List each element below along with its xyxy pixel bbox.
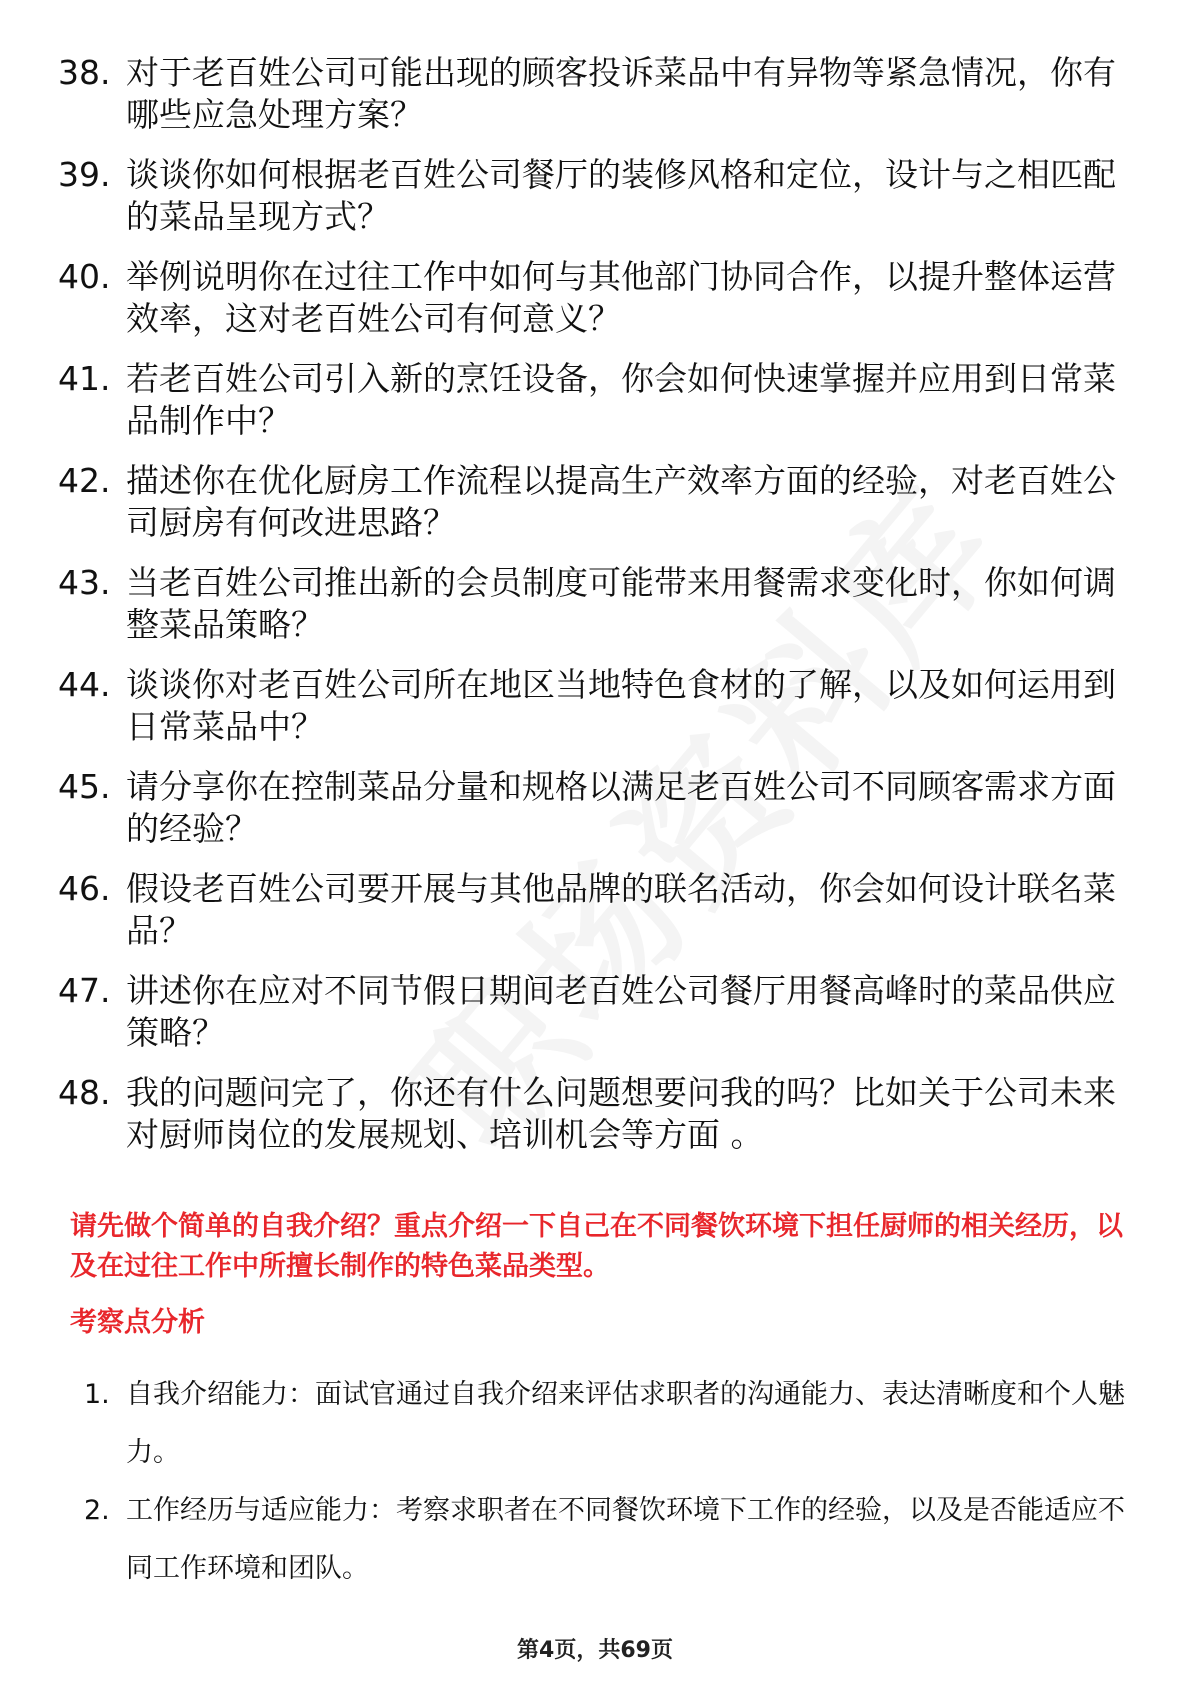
highlight-question: 请先做个简单的自我介绍？重点介绍一下自己在不同餐饮环境下担任厨师的相关经历，以及在过往工作中所擅长制作的特色菜品类型。 [70, 1211, 1123, 1282]
analysis-list [84, 1366, 1134, 1598]
question-number: 42. [58, 461, 111, 500]
question-number: 47. [58, 971, 111, 1010]
question-number: 43. [58, 563, 111, 602]
question-number: 45. [58, 767, 111, 806]
list-item [58, 562, 1118, 646]
question-text: 对于老百姓公司可能出现的顾客投诉菜品中有异物等紧急情况，你有哪些应急处理方案？ [126, 53, 1116, 134]
question-number: 48. [58, 1073, 111, 1112]
question-list [58, 52, 1118, 1174]
analysis-text: 自我介绍能力：面试官通过自我介绍来评估求职者的沟通能力、表达清晰度和个人魅力。 [126, 1379, 1125, 1468]
section-title: 考察点分析 [70, 1307, 205, 1338]
question-text: 假设老百姓公司要开展与其他品牌的联名活动，你会如何设计联名菜品？ [126, 869, 1116, 950]
question-text: 当老百姓公司推出新的会员制度可能带来用餐需求变化时，你如何调整菜品策略？ [126, 563, 1116, 644]
question-text: 请分享你在控制菜品分量和规格以满足老百姓公司不同顾客需求方面的经验？ [126, 767, 1116, 848]
list-item [58, 358, 1118, 442]
question-number: 44. [58, 665, 111, 704]
question-text: 举例说明你在过往工作中如何与其他部门协同合作，以提升整体运营效率，这对老百姓公司有何意义？ [126, 257, 1116, 338]
list-item [58, 664, 1118, 748]
question-number: 38. [58, 53, 111, 92]
list-item [84, 1366, 1134, 1482]
question-text: 谈谈你对老百姓公司所在地区当地特色食材的了解，以及如何运用到日常菜品中？ [126, 665, 1116, 746]
list-item [58, 256, 1118, 340]
analysis-number: 2. [84, 1495, 110, 1526]
question-text: 我的问题问完了，你还有什么问题想要问我的吗？比如关于公司未来对厨师岗位的发展规划、培训机会等方面 。 [126, 1073, 1116, 1154]
question-text: 若老百姓公司引入新的烹饪设备，你会如何快速掌握并应用到日常菜品制作中？ [126, 359, 1116, 440]
question-number: 46. [58, 869, 111, 908]
question-text: 描述你在优化厨房工作流程以提高生产效率方面的经验，对老百姓公司厨房有何改进思路？ [126, 461, 1116, 542]
question-number: 39. [58, 155, 111, 194]
analysis-text: 工作经历与适应能力：考察求职者在不同餐饮环境下工作的经验，以及是否能适应不同工作环境和团队。 [126, 1495, 1125, 1584]
list-item [58, 460, 1118, 544]
list-item [58, 766, 1118, 850]
question-number: 41. [58, 359, 111, 398]
question-text: 谈谈你如何根据老百姓公司餐厅的装修风格和定位，设计与之相匹配的菜品呈现方式？ [126, 155, 1116, 236]
list-item [58, 868, 1118, 952]
list-item [58, 1072, 1118, 1156]
page-number-footer: 第4页，共69页 [517, 1638, 673, 1663]
list-item [58, 52, 1118, 136]
analysis-number: 1. [84, 1379, 110, 1410]
list-item [58, 970, 1118, 1054]
question-number: 40. [58, 257, 111, 296]
question-text: 讲述你在应对不同节假日期间老百姓公司餐厅用餐高峰时的菜品供应策略？ [126, 971, 1116, 1052]
list-item [58, 154, 1118, 238]
list-item [84, 1482, 1134, 1598]
